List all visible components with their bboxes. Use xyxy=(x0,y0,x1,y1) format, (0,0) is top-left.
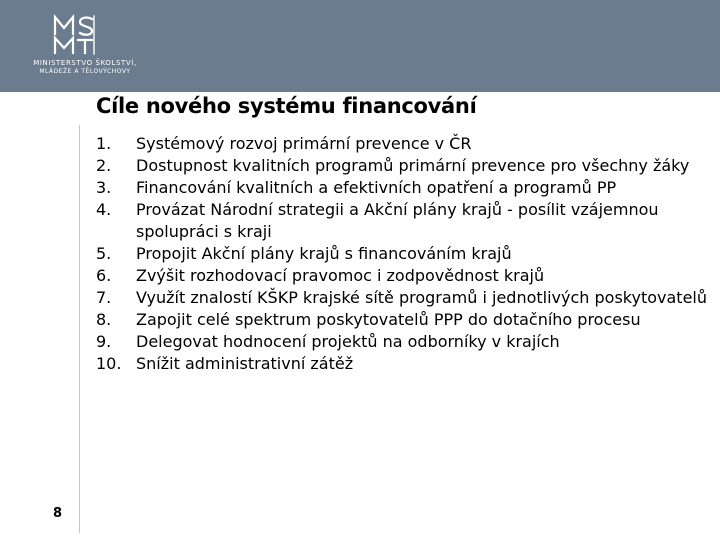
header-bar xyxy=(0,0,720,92)
list-item-number: 2. xyxy=(96,156,112,175)
list-item-text: Delegovat hodnocení projektů na odborníky v krajích xyxy=(136,332,560,351)
list-item-text: Financování kvalitních a efektivních opatření a programů PP xyxy=(136,178,617,197)
left-divider xyxy=(79,125,80,533)
slide-number: 8 xyxy=(53,506,63,521)
list-item-number: 7. xyxy=(96,288,112,307)
goals-list xyxy=(96,133,708,375)
list-item xyxy=(96,287,708,309)
list-item-text: Využít znalostí KŠKP krajské sítě programů i jednotlivých poskytovatelů xyxy=(136,288,707,307)
logo-text-line1: MINISTERSTVO ŠKOLSTVÍ, xyxy=(33,59,137,67)
list-item-number: 5. xyxy=(96,244,112,263)
list-item-number: 9. xyxy=(96,332,112,351)
list-item-text: Zapojit celé spektrum poskytovatelů PPP do dotačního procesu xyxy=(136,310,641,329)
list-item xyxy=(96,353,708,375)
list-item xyxy=(96,199,708,243)
list-item-text: Provázat Národní strategii a Akční plány krajů - posílit vzájemnou spolupráci s kraji xyxy=(136,200,659,241)
list-item-number: 10. xyxy=(96,354,122,373)
list-item-text: Zvýšit rozhodovací pravomoc i zodpovědnost krajů xyxy=(136,266,545,285)
list-item-text: Systémový rozvoj primární prevence v ČR xyxy=(136,134,472,153)
list-item xyxy=(96,177,708,199)
list-item-number: 6. xyxy=(96,266,112,285)
list-item-number: 1. xyxy=(96,134,112,153)
list-item xyxy=(96,133,708,155)
msmt-logo-icon xyxy=(52,14,114,56)
list-item xyxy=(96,331,708,353)
list-item xyxy=(96,309,708,331)
list-item xyxy=(96,155,708,177)
list-item-number: 4. xyxy=(96,200,112,219)
list-item-text: Snížit administrativní zátěž xyxy=(136,354,354,373)
list-item xyxy=(96,265,708,287)
logo-text-line2: MLÁDEŽE A TĚLOVÝCHOVY xyxy=(39,68,131,75)
list-item xyxy=(96,243,708,265)
slide-title: Cíle nového systému financování xyxy=(96,94,477,118)
list-item-text: Dostupnost kvalitních programů primární prevence pro všechny žáky xyxy=(136,156,690,175)
list-item-number: 8. xyxy=(96,310,112,329)
list-item-text: Propojit Akční plány krajů s financováním krajů xyxy=(136,244,512,263)
list-item-number: 3. xyxy=(96,178,112,197)
